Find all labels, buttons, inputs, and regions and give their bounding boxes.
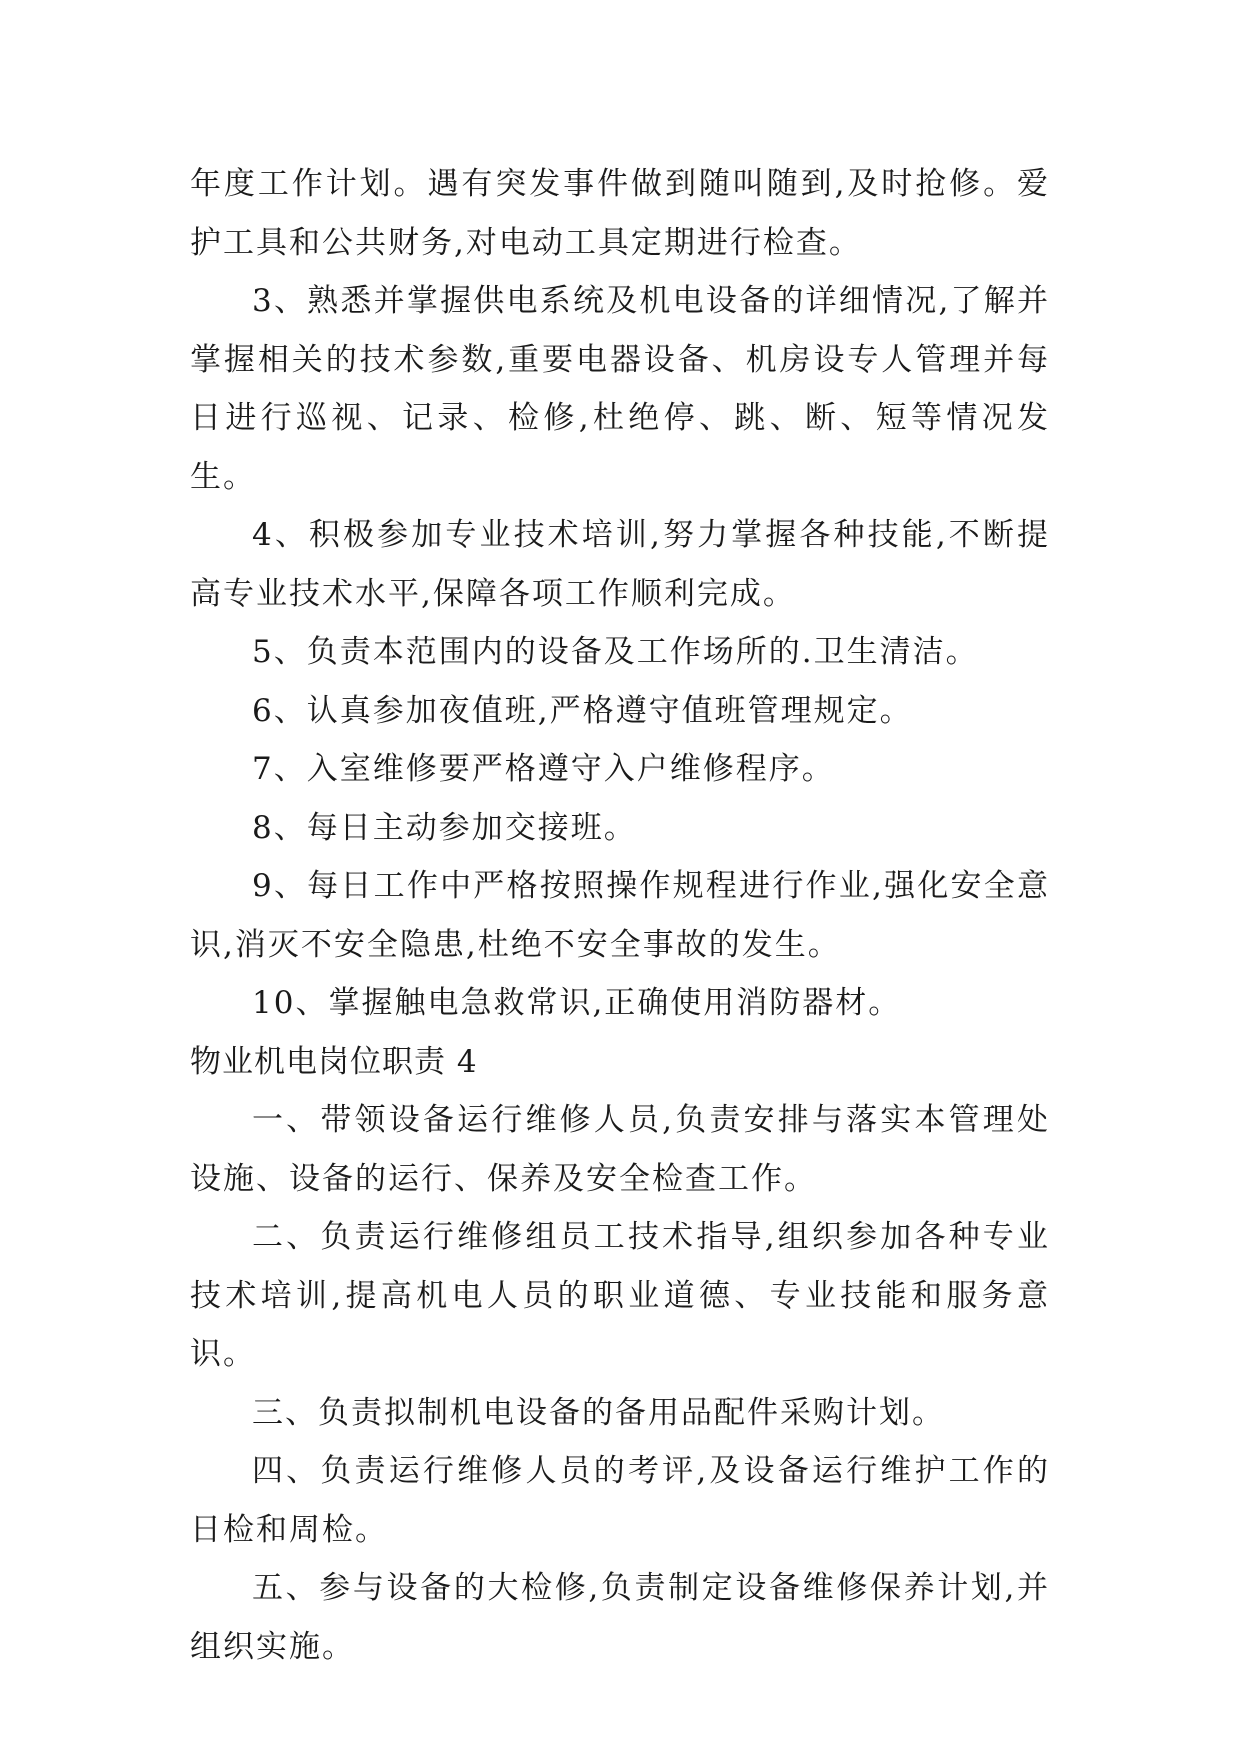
paragraph-continuation: 年度工作计划。遇有突发事件做到随叫随到,及时抢修。爱护工具和公共财务,对电动工具定期进行检查。 xyxy=(190,166,1050,261)
paragraph-item-10: 10、掌握触电急救常识,正确使用消防器材。 xyxy=(252,985,902,1021)
paragraph-item-9: 9、每日工作中严格按照操作规程进行作业,强化安全意识,消灭不安全隐患,杜绝不安全事故的发生。 xyxy=(190,868,1050,963)
paragraph-item-6: 6、认真参加夜值班,严格遵守值班管理规定。 xyxy=(252,692,913,729)
paragraph-item-8: 8、每日主动参加交接班。 xyxy=(252,809,637,846)
document-body xyxy=(190,155,1050,1676)
paragraph-item-4: 4、积极参加专业技术培训,努力掌握各种技能,不断提高专业技术水平,保障各项工作顺利完成。 xyxy=(190,517,1050,612)
paragraph-item-7: 7、入室维修要严格遵守入户维修程序。 xyxy=(252,751,835,787)
section-heading: 物业机电岗位职责 4 xyxy=(190,1043,478,1080)
section-item-1: 一、带领设备运行维修人员,负责安排与落实本管理处设施、设备的运行、保养及安全检查工作。 xyxy=(190,1102,1050,1197)
paragraph-item-3: 3、熟悉并掌握供电系统及机电设备的详细情况,了解并掌握相关的技术参数,重要电器设备、机房设专人管理并每日进行巡视、记录、检修,杜绝停、跳、断、短等情况发生。 xyxy=(190,283,1050,495)
paragraph-item-5: 5、负责本范围内的设备及工作场所的.卫生清洁。 xyxy=(252,634,979,670)
section-item-3: 三、负责拟制机电设备的备用品配件采购计划。 xyxy=(252,1394,945,1431)
section-item-4: 四、负责运行维修人员的考评,及设备运行维护工作的日检和周检。 xyxy=(190,1453,1050,1548)
section-item-2: 二、负责运行维修组员工技术指导,组织参加各种专业技术培训,提高机电人员的职业道德、专业技能和服务意识。 xyxy=(190,1219,1050,1372)
section-item-5: 五、参与设备的大检修,负责制定设备维修保养计划,并组织实施。 xyxy=(190,1570,1050,1665)
